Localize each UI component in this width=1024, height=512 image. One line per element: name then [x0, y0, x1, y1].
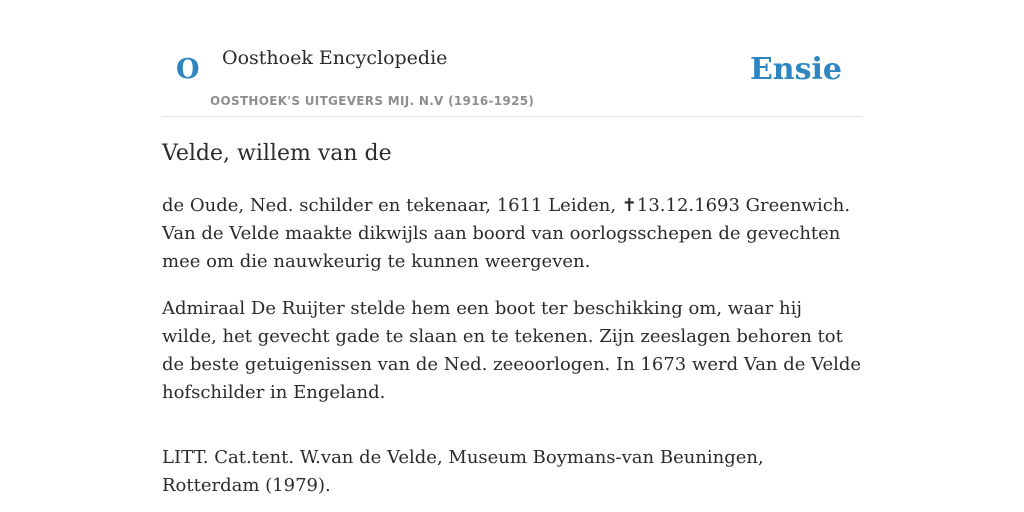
literature-reference: LITT. Cat.tent. W.van de Velde, Museum Boymans-van Beuningen, Rotterdam (1979).: [162, 447, 764, 496]
entry-content: [162, 138, 862, 512]
entry-paragraph: de Oude, Ned. schilder en tekenaar, 1611 Leiden, ✝13.12.1693 Greenwich. Van de Velde maakte dikwijls aan boord van oorlogsschepen de gevechten mee om die nauwkeurig te kunnen weergeven.: [162, 195, 851, 272]
site-header: [162, 0, 862, 117]
entry-title: Velde, willem van de: [162, 141, 392, 166]
ensie-brand-link[interactable]: Ensie: [749, 52, 842, 87]
publisher-subtitle: OOSTHOEK'S UITGEVERS MIJ. N.V (1916-1925): [210, 94, 535, 108]
entry-paragraph: Admiraal De Ruijter stelde hem een boot ter beschikking om, waar hij wilde, het gevecht gade te slaan en te tekenen. Zijn zeeslagen behoren tot de beste getuigenissen van de Ned. zeeoorlogen. In 1673 werd Van de Velde hofschilder in Engeland.: [162, 298, 862, 403]
site-title[interactable]: Oosthoek Encyclopedie: [222, 47, 448, 69]
logo-mark[interactable]: O: [176, 54, 200, 85]
